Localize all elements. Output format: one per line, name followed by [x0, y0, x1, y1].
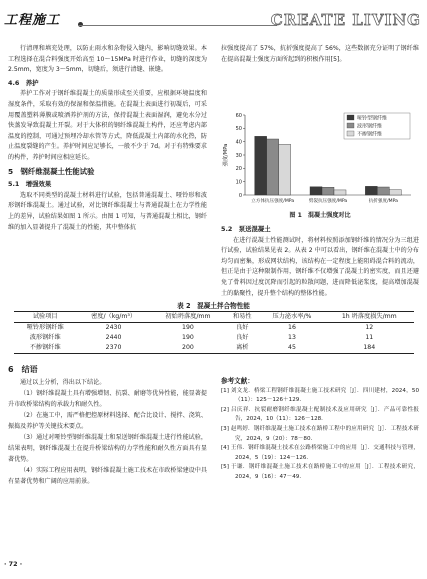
bar — [267, 139, 279, 195]
paragraph-reinforcement: 选取不同类型的混凝土材料进行试验，包括普通混凝土、哑铃形和波形钢纤维混凝土。通过试验，对比钢纤维混凝土与普通混凝土在力学性能上的差异，试验结果如图 1 所示。由图 1 可知，与普通混凝土相比，钢纤维的加入显著提升了混凝土的性能，其中整体抗 — [8, 191, 207, 231]
references-title: 参考文献： — [221, 377, 254, 385]
header-cell: 初始坍落度/mm — [165, 313, 211, 320]
journal-brand: CREATE LIVING — [270, 11, 421, 29]
bar — [279, 144, 291, 195]
figure-1-caption: 图 1 混凝土强度对比 — [289, 212, 351, 219]
reference-item: [4] 王伟．钢纤维混凝土技术在公路桥梁施工中的应用［J］．交通科技与管理，2024，5（19）：124－126． — [221, 445, 419, 461]
section-4-6-heading: 4.6 养护 — [8, 78, 39, 87]
table-cell: 200 — [182, 344, 194, 351]
table-cell: 2370 — [105, 344, 122, 351]
bar — [310, 187, 322, 195]
table-cell: 190 — [182, 324, 194, 331]
bar — [322, 187, 334, 195]
reference-item: [2] 吕庆祥．抗裂耐磨钢纤维混凝土配制技术及应用研究［J］．产品可靠性报告，2024，10（11）：126－128． — [221, 406, 419, 423]
section-5-2-heading: 5.2 泵送混凝土 — [221, 225, 271, 233]
header-cell: 密度/（kg/m³） — [91, 313, 137, 320]
table-cell: 16 — [288, 324, 296, 331]
section-5-1-heading: 5.1 增强效果 — [8, 180, 52, 189]
paragraph-cutting: 行清理和填充处理，以防止雨水和杂物侵入缝内，影响切缝效果。本工程选择在混合料强度开始高至 10～15MPa 时进行作业，切缝的深度为 2.5mm，宽度为 3～5mm，切缝后，须进行清缝、嵌缝。 — [8, 45, 207, 74]
paragraph-curing: 养护工作对于钢纤维混凝土的质量形成至关重要，应根据环境温度和湿度条件，采取有效的保湿和保温措施。在混凝土表面进行初凝后，可采用覆盖塑料薄膜或喷洒养护剂的方法，保持混凝土表面湿润，避免水分过快蒸发导致混凝土开裂。对于大体积的钢纤维混凝土构件，还应考虑内部温度的控制，可通过预埋冷却水管等方式，降低混凝土内部的水化热，防止温度裂缝的产生。养护时间应足够长，一般不少于 7d。对于有特殊要求的构件，养护时间应相应延长。 — [8, 90, 207, 161]
table-row — [14, 333, 414, 343]
strength-bar-chart — [221, 109, 417, 211]
mix-performance-table — [14, 311, 414, 354]
table-2-caption: 表 2 混凝土拌合物性能 — [177, 302, 250, 310]
legend-swatch — [347, 123, 354, 128]
y-tick-label: 0 — [238, 192, 242, 199]
table-cell: 不掺钢纤维 — [29, 344, 61, 351]
header-cell: 和易性 — [233, 313, 252, 320]
table-cell: 184 — [363, 344, 376, 351]
table-cell: 13 — [288, 334, 296, 341]
conclusion-point: （2）在施工中，需严格把控原材料选择、配合比设计、搅拌、浇筑、振捣及养护等关键技术要点。 — [8, 412, 207, 430]
conclusion-point: （4）实际工程应用表明，钢纤维混凝土施工技术在市政桥梁建设中具有显著优势和广阔的应用前景。 — [8, 467, 207, 485]
conclusion-point: （3）通过对哑铃型钢纤维混凝土和泵送钢纤维混凝土进行性能试验，结果表明，钢纤维混凝土在提升桥梁结构的力学性能和耐久性方面具有显著优势。 — [8, 434, 207, 463]
y-axis-label: 强度/MPa — [223, 143, 229, 167]
table-cell: 190 — [182, 334, 194, 341]
left-column — [8, 44, 207, 233]
header-rule — [78, 25, 277, 26]
page-header — [0, 0, 427, 40]
table-cell: 12 — [365, 324, 374, 331]
right-column-middle — [221, 222, 419, 299]
header-cell: 1h 坍落度损失/mm — [341, 313, 397, 320]
reference-item: [5] 于谦．钢纤维混凝土施工技术在路桥施工中的应用［J］．工程技术研究，2024，9（16）：47－49． — [221, 464, 419, 480]
legend-swatch — [347, 115, 354, 120]
table-cell: 良好 — [236, 324, 249, 331]
table-cell: 良好 — [236, 334, 249, 341]
bar — [365, 186, 377, 195]
x-tick-label: 抗折强度/MPa — [368, 199, 398, 204]
y-tick-label: 50 — [235, 126, 242, 133]
bar — [334, 190, 346, 195]
bar — [255, 136, 267, 195]
paragraph-pumping: 在进行混凝土性能测试时，将材料按照添加钢纤维的情况分为三组进行试验，试验结果见表 2。从表 2 中可以看出，钢纤维在混凝土中的分布均匀而密集，形成网状结构，该结构在一定程度上能阻碍混合料的流动，但正是由于这种限制作用，钢纤维不仅增强了混凝土的密实度，而且还避免了骨料因过度沉降而引起的粒散问题，进而降低泌浆度，提高增加混凝土的黏聚性，提升整个结构的整体性能。 — [221, 236, 419, 297]
legend-label: 哑铃型钢纤维 — [357, 115, 388, 122]
legend-label: 不掺钢纤维 — [357, 131, 383, 138]
bar — [377, 187, 389, 195]
figure-1 — [221, 109, 417, 211]
section-5-heading: 5 钢纤维混凝土性能试验 — [8, 166, 95, 176]
y-tick-label: 40 — [235, 139, 242, 146]
conclusion-intro: 通过以上分析，得出以下结论。 — [20, 379, 106, 386]
table-cell: 2440 — [105, 334, 122, 341]
page-number: · 72 · — [4, 560, 23, 568]
journal-section-title: 工程施工 — [4, 13, 61, 28]
conclusion-heading: 6 结语 — [8, 365, 38, 374]
bar — [389, 190, 401, 195]
conclusion-section — [8, 361, 207, 487]
legend-swatch — [347, 131, 354, 136]
y-tick-label: 30 — [235, 152, 242, 159]
header-cell: 压力泌水率/% — [272, 313, 312, 320]
reference-item: [1] 刘文龙．桥梁工程钢纤维混凝土施工技术研究［J］．四川建材，2024，50（11）：125－126＋129． — [221, 387, 419, 404]
table-cell: 2430 — [105, 324, 122, 331]
table-cell: 哑铃形钢纤维 — [26, 324, 64, 331]
reference-item: [3] 赵鸣婷．钢纤维混凝土施工技术在路桥工程中的应用研究［J］．工程技术研究，2024，9（20）：78－80． — [221, 425, 419, 442]
table-cell: 波形钢纤维 — [29, 334, 61, 341]
references-section — [221, 376, 419, 483]
table-header-row — [14, 312, 414, 323]
y-tick-label: 60 — [235, 112, 242, 119]
x-tick-label: 劈裂抗压强度/MPa — [308, 199, 348, 204]
y-tick-label: 20 — [235, 166, 242, 173]
right-column-top — [221, 44, 419, 65]
x-tick-label: 立方体抗压强度/MPa — [251, 199, 295, 204]
conclusion-point: （1）钢纤维混凝土具有增强增韧、抗裂、耐磨等优异性能，能显著提升市政桥梁结构的承载力和耐久性。 — [8, 390, 207, 408]
table-row — [14, 343, 414, 354]
header-cell: 试验项目 — [32, 313, 58, 320]
paragraph-strength-summary: 拉强度提高了 57%，抗折强度提高了 56%，这些数据充分证明了钢纤维在提高混凝土强度方面所起到的积极作用[5]。 — [221, 45, 419, 63]
y-tick-label: 10 — [235, 179, 242, 186]
legend-label: 波形钢纤维 — [357, 123, 383, 130]
table-row — [14, 323, 414, 334]
table-cell: 11 — [365, 334, 374, 341]
table-cell: 离析 — [236, 344, 249, 351]
table-cell: 45 — [288, 344, 296, 351]
